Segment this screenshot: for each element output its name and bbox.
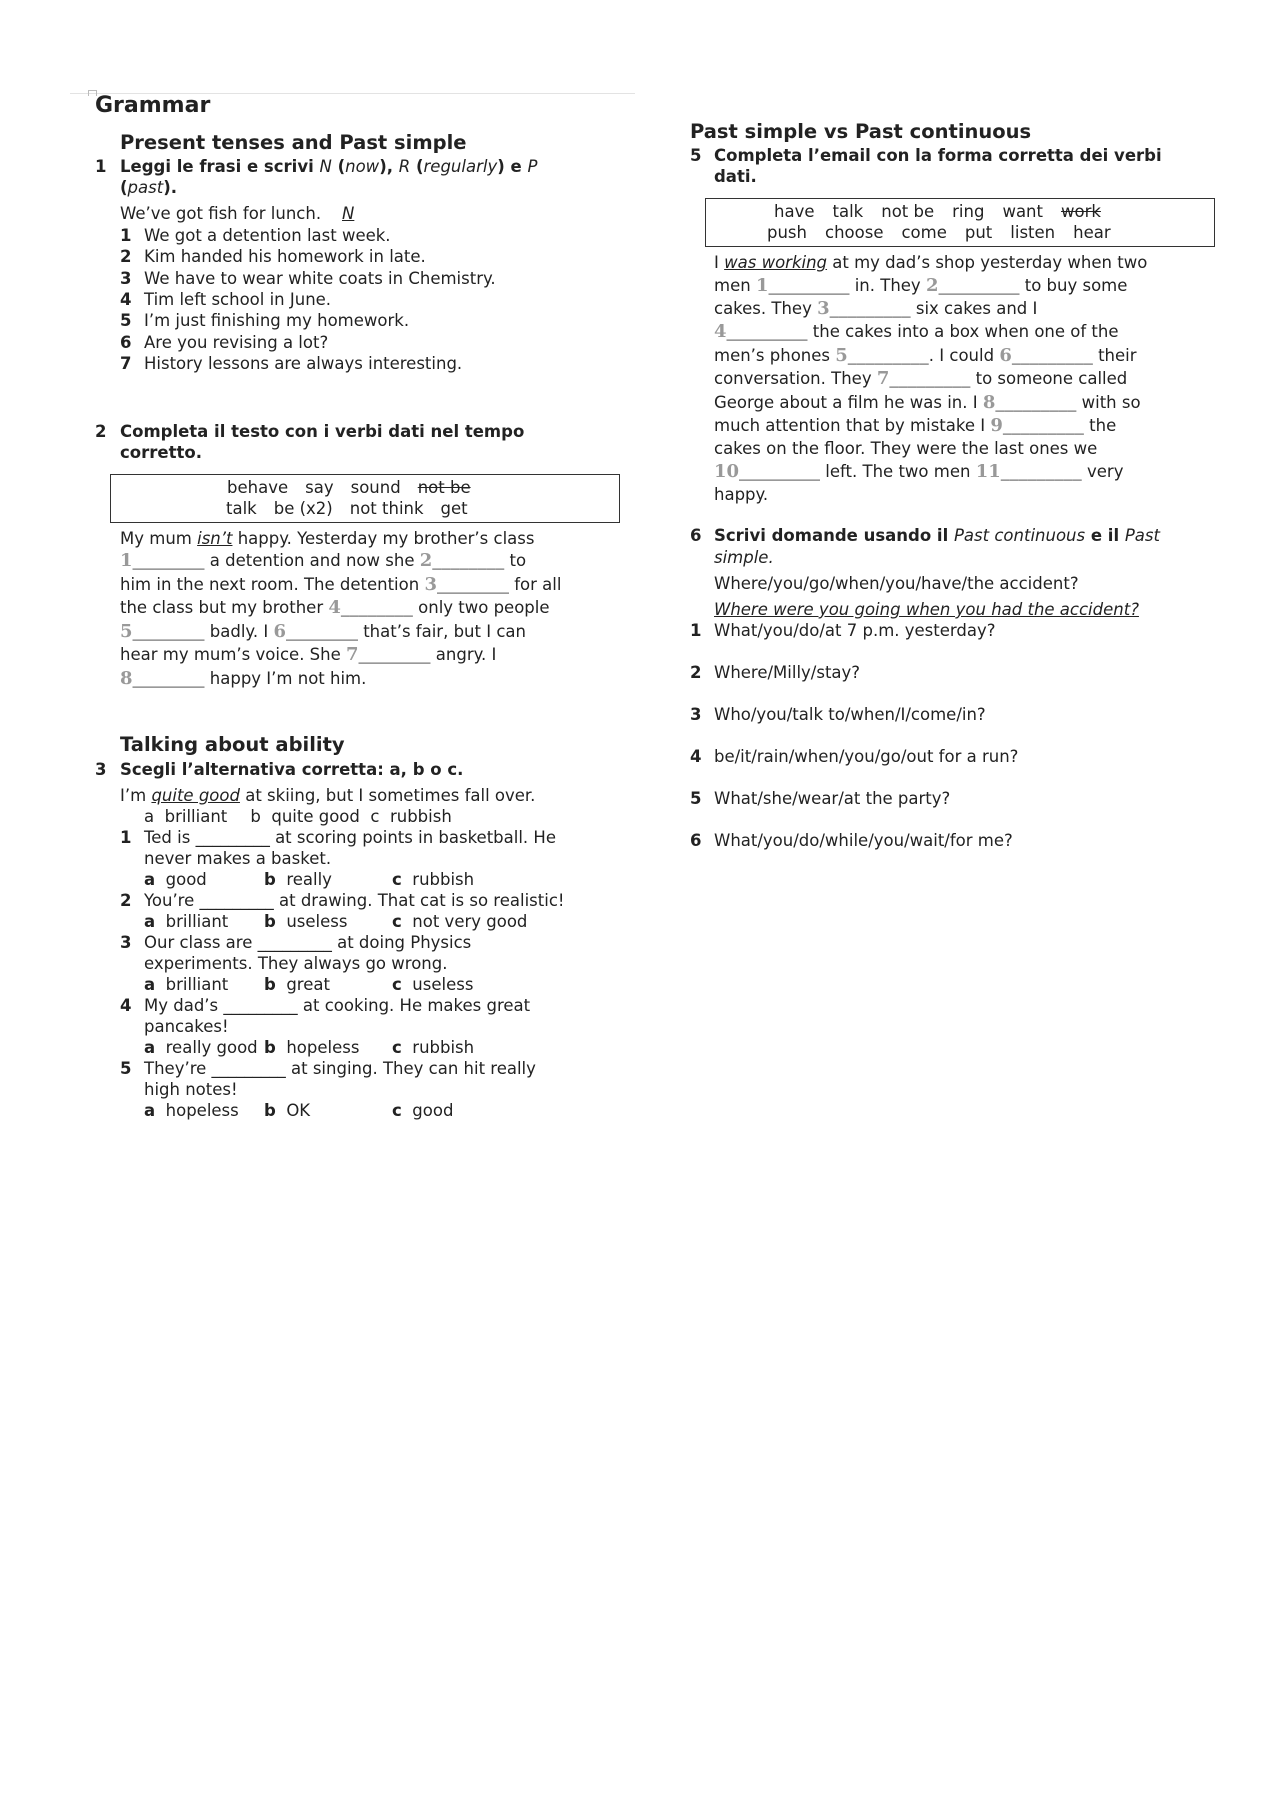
ex3-item: 2 You’re _________ at drawing. That cat is so realistic! bbox=[120, 891, 565, 910]
ex3-options bbox=[144, 1037, 474, 1058]
ex6-item: 4 be/it/rain/when/you/go/out for a run? bbox=[690, 747, 1019, 766]
word: ring bbox=[952, 202, 985, 221]
ex2-instruction-2: corretto. bbox=[120, 443, 202, 462]
gap-8[interactable]: 8_________ bbox=[982, 392, 1077, 413]
ex5-words-row-2 bbox=[767, 223, 1111, 242]
gap-7[interactable]: 7_________ bbox=[876, 368, 971, 389]
ex3-instruction: 3 Scegli l’alternativa corretta: a, b o c. bbox=[95, 760, 464, 779]
option-b[interactable]: b great bbox=[264, 975, 330, 994]
ex3-example-options: a brilliant b quite good c rubbish bbox=[144, 807, 452, 826]
gap-4[interactable]: 4_________ bbox=[714, 321, 808, 342]
gap-7[interactable]: 7________ bbox=[346, 644, 431, 665]
word: want bbox=[1002, 202, 1043, 221]
option-a[interactable]: a really good bbox=[144, 1038, 258, 1057]
ex6-example-answer: Where were you going when you had the accident? bbox=[714, 600, 1139, 619]
word: not think bbox=[349, 499, 424, 518]
gap-5[interactable]: 5________ bbox=[120, 621, 205, 642]
ex5-word-box bbox=[705, 198, 1215, 247]
gap-1[interactable]: 1_________ bbox=[755, 275, 850, 296]
gap-9[interactable]: 9_________ bbox=[990, 415, 1084, 436]
gap-3[interactable]: 3________ bbox=[424, 574, 509, 595]
ex5-words-row-1 bbox=[774, 202, 1101, 221]
option-c[interactable]: c rubbish bbox=[392, 870, 475, 889]
word: choose bbox=[825, 223, 884, 242]
option-b[interactable]: b hopeless bbox=[264, 1038, 360, 1057]
word: push bbox=[767, 223, 807, 242]
option-a[interactable]: a hopeless bbox=[144, 1101, 239, 1120]
ex3-heading: Talking about ability bbox=[120, 733, 345, 756]
word-crossed-out: work bbox=[1061, 202, 1101, 221]
ex3-item-cont: never makes a basket. bbox=[144, 849, 332, 868]
ex1-item: 4 Tim left school in June. bbox=[120, 289, 332, 309]
ex3-options bbox=[144, 911, 527, 932]
ex6-item: 5 What/she/wear/at the party? bbox=[690, 789, 951, 808]
ex6-item: 3 Who/you/talk to/when/I/come/in? bbox=[690, 705, 986, 724]
word: talk bbox=[832, 202, 864, 221]
word: have bbox=[774, 202, 815, 221]
word: behave bbox=[227, 478, 289, 497]
ex1-item: 1 We got a detention last week. bbox=[120, 226, 391, 245]
word: be (x2) bbox=[273, 499, 333, 518]
gap-11[interactable]: 11_________ bbox=[975, 461, 1082, 482]
ex1-item: 3 We have to wear white coats in Chemistry. bbox=[120, 268, 496, 288]
word: talk bbox=[226, 499, 257, 518]
ex5-instruction-2: dati. bbox=[714, 167, 757, 186]
word-crossed-out: not be bbox=[417, 478, 471, 497]
word: sound bbox=[350, 478, 401, 497]
option-c[interactable]: c not very good bbox=[392, 912, 528, 931]
ex1-item: 6 Are you revising a lot? bbox=[120, 332, 329, 352]
option-b[interactable]: b really bbox=[264, 870, 332, 889]
ex3-item: 3 Our class are _________ at doing Physics bbox=[120, 933, 472, 952]
option-c[interactable]: c good bbox=[392, 1101, 454, 1120]
ex2-instruction: 2 Completa il testo con i verbi dati nel tempo bbox=[95, 422, 525, 441]
ex6-item: 6 What/you/do/while/you/wait/for me? bbox=[690, 831, 1013, 850]
gap-3[interactable]: 3_________ bbox=[817, 298, 911, 319]
ex3-example: I’m quite good at skiing, but I sometimes fall over. bbox=[120, 786, 536, 805]
ex1-item: 7 History lessons are always interesting. bbox=[120, 353, 463, 373]
gap-2[interactable]: 2________ bbox=[419, 550, 505, 571]
ex6-instruction: 6 Scrivi domande usando il Past continuous e il Past bbox=[690, 526, 1160, 545]
option-a[interactable]: a brilliant bbox=[144, 975, 229, 994]
ex2-word-box bbox=[110, 474, 620, 523]
ex3-options bbox=[144, 974, 473, 995]
page-title: Grammar bbox=[95, 93, 211, 118]
ex3-item: 4 My dad’s _________ at cooking. He makes great bbox=[120, 996, 531, 1015]
ex3-options bbox=[144, 1100, 453, 1121]
option-c[interactable]: c useless bbox=[392, 975, 474, 994]
gap-4[interactable]: 4________ bbox=[328, 597, 413, 618]
gap-10[interactable]: 10_________ bbox=[714, 461, 821, 482]
word: hear bbox=[1073, 223, 1111, 242]
ex5-heading: Past simple vs Past continuous bbox=[690, 120, 1032, 143]
ex1-instruction-2: (past). bbox=[120, 178, 178, 197]
option-b[interactable]: b OK bbox=[264, 1101, 311, 1120]
word: say bbox=[305, 478, 334, 497]
gap-2[interactable]: 2_________ bbox=[925, 275, 1020, 296]
ex3-item: 1 Ted is _________ at scoring points in basketball. He bbox=[120, 828, 556, 847]
ex1-item: 2 Kim handed his homework in late. bbox=[120, 247, 426, 267]
gap-6[interactable]: 6________ bbox=[273, 621, 358, 642]
word: not be bbox=[881, 202, 935, 221]
ex6-example: Where/you/go/when/you/have/the accident? bbox=[714, 574, 1079, 593]
ex1-heading: Present tenses and Past simple bbox=[120, 131, 467, 154]
ex1-example: We’ve got fish for lunch. N bbox=[120, 204, 355, 223]
gap-5[interactable]: 5_________ bbox=[835, 345, 929, 366]
word: come bbox=[901, 223, 947, 242]
gap-6[interactable]: 6_________ bbox=[999, 345, 1093, 366]
gap-8[interactable]: 8________ bbox=[120, 668, 205, 689]
ex2-words-row-2 bbox=[226, 499, 468, 518]
gap-1[interactable]: 1________ bbox=[120, 550, 205, 571]
option-a[interactable]: a brilliant bbox=[144, 912, 229, 931]
ex1-instruction: 1 Leggi le frasi e scrivi N (now), R (regularly) e P bbox=[95, 157, 538, 176]
option-b[interactable]: b useless bbox=[264, 912, 348, 931]
ex6-item: 2 Where/Milly/stay? bbox=[690, 663, 861, 682]
ex6-instruction-2: simple. bbox=[714, 548, 774, 567]
word: put bbox=[964, 223, 993, 242]
option-a[interactable]: a good bbox=[144, 870, 207, 889]
ex3-item-cont: experiments. They always go wrong. bbox=[144, 954, 448, 973]
option-c[interactable]: c rubbish bbox=[392, 1038, 475, 1057]
ex2-words-row-1 bbox=[227, 478, 471, 497]
ex3-options bbox=[144, 869, 474, 890]
ex6-item: 1 What/you/do/at 7 p.m. yesterday? bbox=[690, 621, 996, 640]
ex3-item-cont: high notes! bbox=[144, 1080, 238, 1099]
word: get bbox=[440, 499, 468, 518]
ex3-item: 5 They’re _________ at singing. They can hit really bbox=[120, 1059, 536, 1078]
ex1-item: 5 I’m just finishing my homework. bbox=[120, 311, 410, 331]
ex3-item-cont: pancakes! bbox=[144, 1017, 229, 1036]
word: listen bbox=[1010, 223, 1056, 242]
ex5-instruction: 5 Completa l’email con la forma corretta dei verbi bbox=[690, 146, 1162, 165]
